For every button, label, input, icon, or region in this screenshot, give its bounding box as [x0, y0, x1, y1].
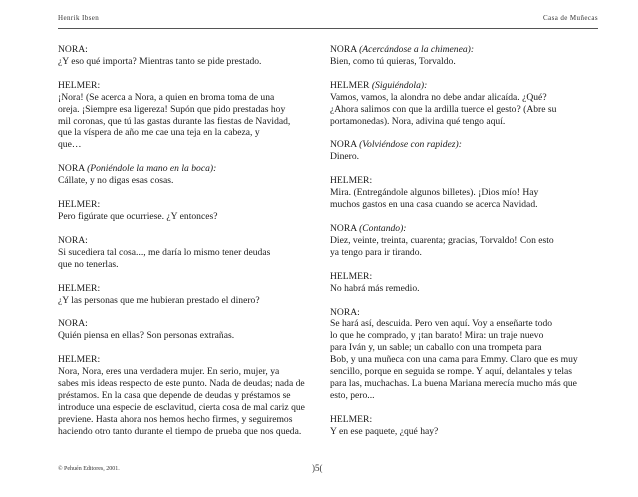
speaker-line	[58, 163, 306, 175]
speaker-name: HELMER:	[58, 282, 101, 294]
dialogue-line: Bien, como tú quieras, Torvaldo.	[330, 55, 456, 67]
speaker-line	[330, 175, 600, 187]
dialogue-line: Diez, veinte, treinta, cuarenta; gracias, Torvaldo! Con esto	[330, 234, 554, 246]
stage-direction: (Siguiéndola):	[371, 79, 428, 91]
speaker-name: HELMER	[330, 79, 370, 91]
speaker-name: HELMER:	[330, 413, 373, 425]
dialogue-line: Nora, Nora, eres una verdadera mujer. En serio, mujer, ya	[58, 366, 280, 378]
dialogue-line: oreja. ¡Siempre esa ligereza! Supón que pido prestadas hoy	[58, 103, 286, 115]
speaker-line	[58, 199, 306, 211]
speaker-line	[330, 414, 600, 426]
speaker-name: HELMER:	[58, 79, 101, 91]
speaker-name: NORA:	[58, 318, 88, 330]
speaker-line	[330, 80, 600, 92]
speaker-name: NORA	[330, 44, 357, 55]
speaker-line	[58, 318, 306, 330]
dialogue-line: que…	[58, 139, 82, 151]
speaker-name: NORA:	[330, 306, 360, 318]
dialogue-line: que la víspera de año me cae una teja en la cabeza, y	[58, 127, 260, 139]
speaker-name: NORA:	[58, 44, 88, 55]
left-column	[58, 44, 306, 450]
dialogue-line: Vamos, vamos, la alondra no debe andar alicaída. ¿Qué?	[330, 91, 547, 103]
dialogue-line: sabes mis ideas respecto de este punto. Nada de deudas; nada de	[58, 378, 305, 390]
dialogue-line: Bob, y una muñeca con una cama para Emmy. Claro que es muy	[330, 354, 578, 366]
dialogue-line: préstamos. En la casa que depende de deudas y préstamos se	[58, 389, 291, 401]
speaker-line	[58, 354, 306, 366]
dialogue-block	[330, 223, 600, 259]
dialogue-line: Cállate, y no digas esas cosas.	[58, 175, 174, 187]
dialogue-line: ¿Ahora salimos con que la ardilla tuerce el gesto? (Abre su	[330, 103, 557, 115]
dialogue-block	[330, 175, 600, 211]
speaker-line	[330, 139, 600, 151]
page-number: )5(	[312, 463, 323, 473]
dialogue-line: portamonedas). Nora, adivina qué tengo aquí.	[330, 115, 506, 127]
speaker-line	[58, 235, 306, 247]
dialogue-block	[58, 80, 306, 151]
dialogue-line: ¿Y eso qué importa? Mientras tanto se pide prestado.	[58, 55, 262, 67]
speaker-line	[330, 307, 600, 319]
speaker-name: HELMER:	[58, 199, 101, 211]
dialogue-line: para las, muchachas. La buena Mariana merecía mucho más que	[330, 377, 577, 389]
dialogue-line: para Iván y, un sable; un caballo con una trompeta para	[330, 342, 542, 354]
dialogue-line: sencillo, porque en seguida se rompe. Y aquí, delantales y telas	[330, 366, 572, 378]
speaker-line	[58, 80, 306, 92]
dialogue-line: mil coronas, que tú las gastas durante las fiestas de Navidad,	[58, 115, 291, 127]
dialogue-block	[330, 307, 600, 402]
dialogue-block	[58, 283, 306, 307]
speaker-name: HELMER:	[330, 175, 373, 187]
dialogue-block	[58, 44, 306, 68]
stage-direction: (Contando):	[359, 222, 407, 234]
dialogue-line: Dinero.	[330, 151, 360, 163]
dialogue-line: muchos gastos en una casa cuando se acerca Navidad.	[330, 199, 538, 211]
speaker-line	[330, 44, 600, 56]
dialogue-block	[58, 235, 306, 271]
speaker-line	[330, 223, 600, 235]
dialogue-block	[330, 139, 600, 163]
dialogue-line: haciendo otro tanto durante el tiempo de prueba que nos queda.	[58, 425, 302, 437]
speaker-name: NORA	[58, 163, 85, 175]
dialogue-line: lo que he comprado, y ¡tan barato! Mira: un traje nuevo	[330, 330, 544, 342]
dialogue-line: Si sucediera tal cosa..., me daría lo mismo tener deudas	[58, 246, 271, 258]
dialogue-line: esto, pero...	[330, 389, 375, 401]
running-header	[58, 14, 598, 26]
speaker-name: NORA:	[58, 234, 88, 246]
header-rule	[58, 28, 598, 29]
dialogue-block	[330, 271, 600, 295]
speaker-name: HELMER:	[330, 270, 373, 282]
dialogue-line: previene. Hasta ahora nos hemos hecho firmes, y seguiremos	[58, 413, 293, 425]
header-title: Casa de Muñecas	[543, 14, 598, 22]
dialogue-line: Mira. (Entregándole algunos billetes). ¡Dios mío! Hay	[330, 187, 539, 199]
dialogue-line: ¿Y las personas que me hubieran prestado el dinero?	[58, 294, 260, 306]
stage-direction: (Volviéndose con rapidez):	[359, 139, 462, 151]
dialogue-line: introduce una especie de esclavitud, cierta cosa de mal cariz que	[58, 401, 305, 413]
dialogue-block	[58, 354, 306, 437]
dialogue-block	[330, 80, 600, 128]
dialogue-block	[58, 199, 306, 223]
stage-direction: (Acercándose a la chimenea):	[359, 44, 475, 55]
speaker-line	[330, 271, 600, 283]
stage-direction: (Poniéndole la mano en la boca):	[87, 163, 217, 175]
dialogue-block	[58, 318, 306, 342]
dialogue-line: No habrá más remedio.	[330, 282, 420, 294]
footer-copyright: © Pehuén Editores, 2001.	[58, 466, 120, 472]
dialogue-block	[58, 163, 306, 187]
speaker-line	[58, 283, 306, 295]
dialogue-line: que no tenerlas.	[58, 258, 119, 270]
dialogue-line: Y en ese paquete, ¿qué hay?	[330, 425, 439, 437]
speaker-line	[58, 44, 306, 56]
dialogue-block	[330, 44, 600, 68]
dialogue-line: Se hará así, descuida. Pero ven aquí. Voy a enseñarte todo	[330, 318, 553, 330]
right-column	[330, 44, 600, 450]
speaker-name: NORA	[330, 222, 357, 234]
dialogue-line: Pero figúrate que ocurriese. ¿Y entonces?	[58, 210, 218, 222]
speaker-name: NORA	[330, 139, 357, 151]
dialogue-line: Quién piensa en ellas? Son personas extrañas.	[58, 330, 235, 342]
dialogue-line: ¡Nora! (Se acerca a Nora, a quien en broma toma de una	[58, 91, 275, 103]
header-author: Henrik Ibsen	[58, 14, 100, 22]
dialogue-block	[330, 414, 600, 438]
dialogue-line: ya tengo para ir tirando.	[330, 246, 422, 258]
speaker-name: HELMER:	[58, 354, 101, 366]
